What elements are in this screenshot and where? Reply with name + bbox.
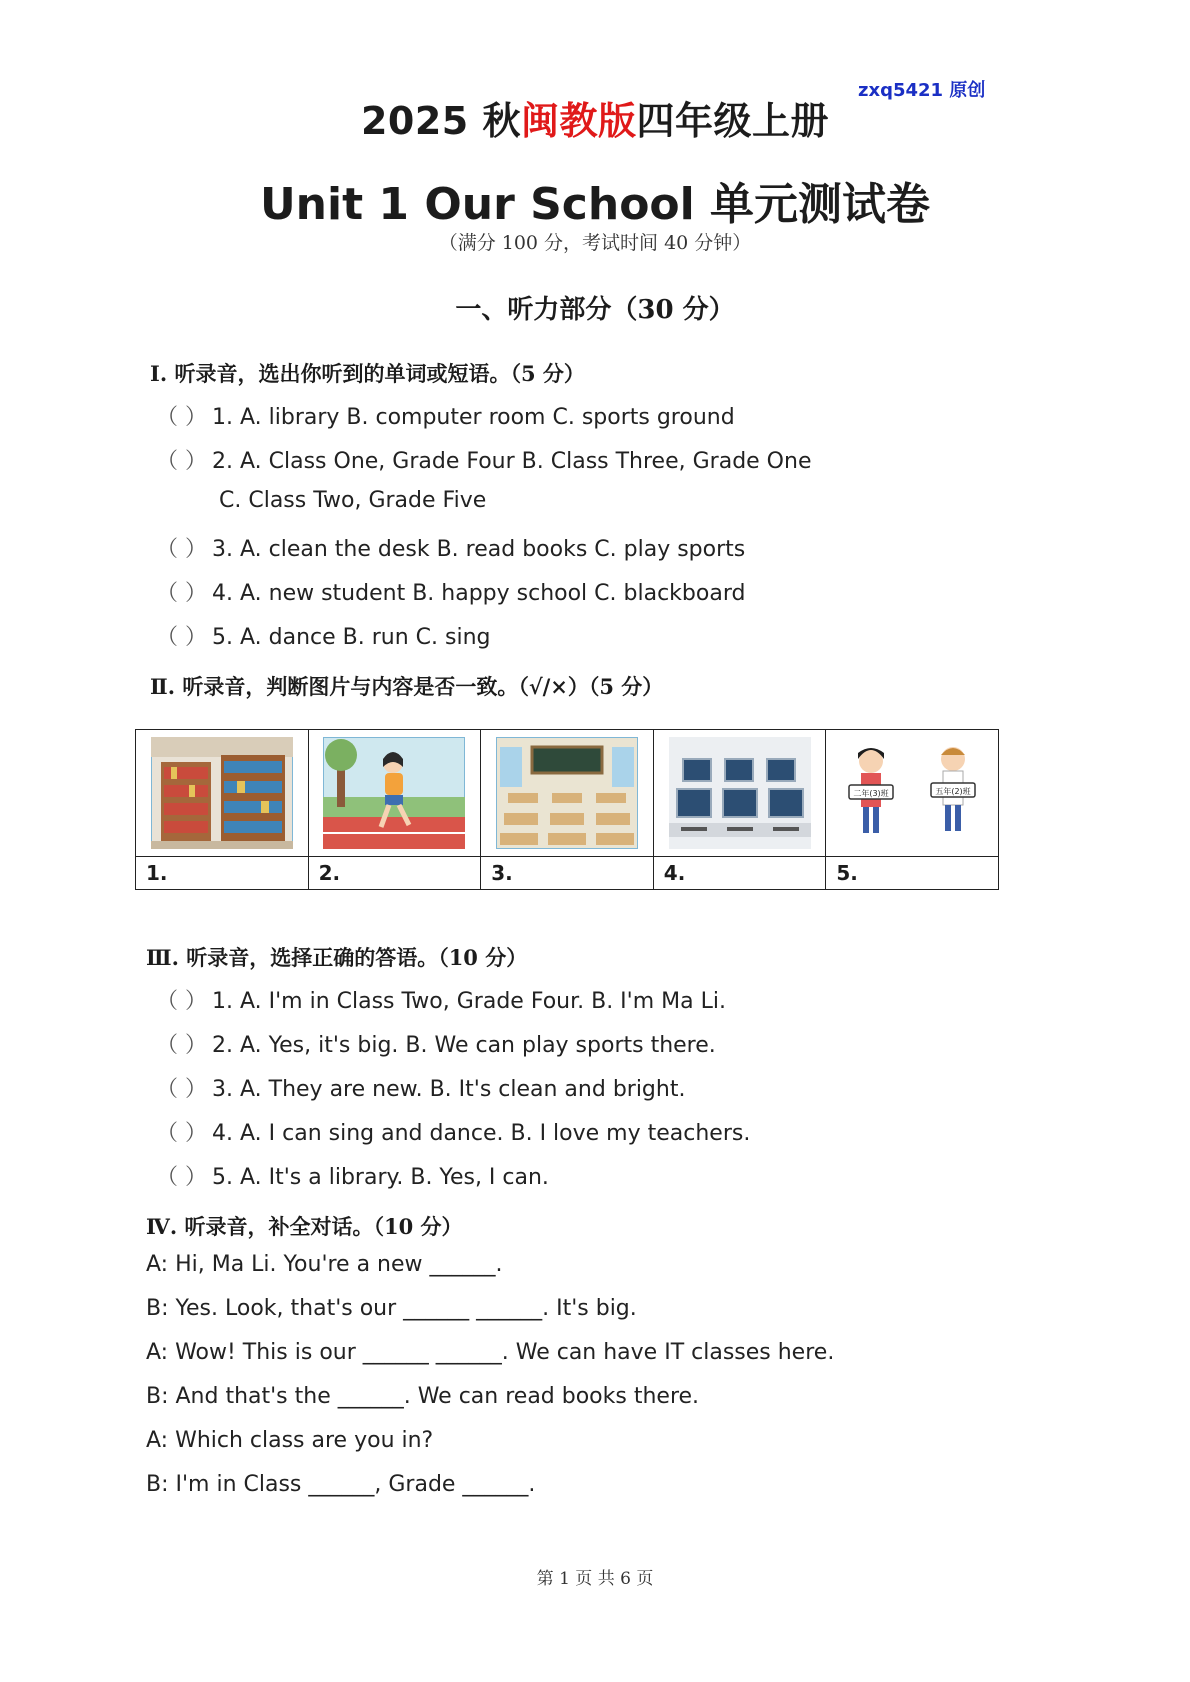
exam-subtitle: （满分 100 分，考试时间 40 分钟） — [438, 232, 752, 254]
title-year: 2025 秋 — [360, 99, 521, 143]
part-title-listening: 一、听力部分（30 分） — [455, 295, 735, 325]
computer-room-picture — [669, 737, 811, 849]
answer-paren[interactable]: （ ） — [156, 405, 207, 430]
list-item: （ ） 3. A. clean the desk B. read books C. play sports — [156, 532, 745, 563]
list-item: （ ） 2. A. Yes, it's big. B. We can play sports there. — [156, 1028, 716, 1059]
picture-cell — [308, 730, 481, 857]
unit-title: Unit 1 Our School 单元测试卷 — [259, 179, 931, 230]
list-item: （ ） 4. A. I can sing and dance. B. I love my teachers. — [156, 1116, 750, 1147]
answer-paren[interactable]: （ ） — [156, 625, 207, 650]
title-publisher: 闽教版 — [520, 99, 637, 143]
list-item: （ ） 5. A. It's a library. B. Yes, I can. — [156, 1160, 549, 1191]
dialogue-line: A: Which class are you in? — [146, 1428, 434, 1453]
picture-number: 2. — [308, 857, 481, 890]
student-sign-right: 五年(2)班 — [935, 787, 971, 796]
page-footer: 第 1 页 共 6 页 — [536, 1569, 654, 1589]
list-item: （ ） 5. A. dance B. run C. sing — [156, 620, 490, 651]
answer-paren[interactable]: （ ） — [156, 1121, 207, 1146]
picture-cell — [136, 730, 309, 857]
answer-paren[interactable]: （ ） — [156, 989, 207, 1014]
section-3-title: Ⅲ. 听录音，选择正确的答语。（10 分） — [146, 945, 528, 970]
section-1-title: Ⅰ. 听录音，选出你听到的单词或短语。（5 分） — [150, 361, 585, 386]
answer-paren[interactable]: （ ） — [156, 581, 207, 606]
student-sign-left: 二年(3)班 — [853, 789, 889, 798]
list-item: （ ） 1. A. I'm in Class Two, Grade Four. B. I'm Ma Li. — [156, 984, 726, 1015]
list-item: （ ） 1. A. library B. computer room C. sports ground — [156, 400, 735, 431]
dialogue-line: A: Wow! This is our ______ ______. We can have IT classes here. — [146, 1340, 835, 1365]
dialogue-line: A: Hi, Ma Li. You're a new ______. — [146, 1252, 503, 1277]
dialogue-line: B: And that's the ______. We can read books there. — [146, 1384, 700, 1409]
section-2-title: Ⅱ. 听录音，判断图片与内容是否一致。（√/×）（5 分） — [150, 674, 664, 699]
picture-number: 4. — [653, 857, 826, 890]
picture-table — [135, 729, 999, 890]
picture-cell — [826, 730, 999, 857]
picture-cell — [481, 730, 654, 857]
list-item: （ ） 4. A. new student B. happy school C. blackboard — [156, 576, 745, 607]
picture-number: 5. — [826, 857, 999, 890]
bookshelf-picture — [151, 737, 293, 849]
exam-title — [0, 90, 1190, 145]
answer-paren[interactable]: （ ） — [156, 1077, 207, 1102]
dialogue-line: B: Yes. Look, that's our ______ ______. It's big. — [146, 1296, 637, 1321]
title-grade: 四年级上册 — [636, 99, 830, 143]
list-item: （ ） 2. A. Class One, Grade Four B. Class Three, Grade One — [156, 444, 811, 475]
list-item: （ ） 3. A. They are new. B. It's clean and bright. — [156, 1072, 685, 1103]
answer-paren[interactable]: （ ） — [156, 1165, 207, 1190]
answer-paren[interactable]: （ ） — [156, 449, 207, 474]
answer-paren[interactable]: （ ） — [156, 1033, 207, 1058]
picture-number: 1. — [136, 857, 309, 890]
list-item-continued: C. Class Two, Grade Five — [219, 488, 487, 513]
running-girl-picture — [323, 737, 465, 849]
watermark: zxq5421 原创 — [858, 80, 986, 101]
dialogue-line: B: I'm in Class ______, Grade ______. — [146, 1472, 536, 1497]
picture-number: 3. — [481, 857, 654, 890]
section-4-title: Ⅳ. 听录音，补全对话。（10 分） — [146, 1214, 463, 1239]
two-students-picture — [841, 737, 983, 849]
picture-cell — [653, 730, 826, 857]
answer-paren[interactable]: （ ） — [156, 537, 207, 562]
classroom-picture — [496, 737, 638, 849]
